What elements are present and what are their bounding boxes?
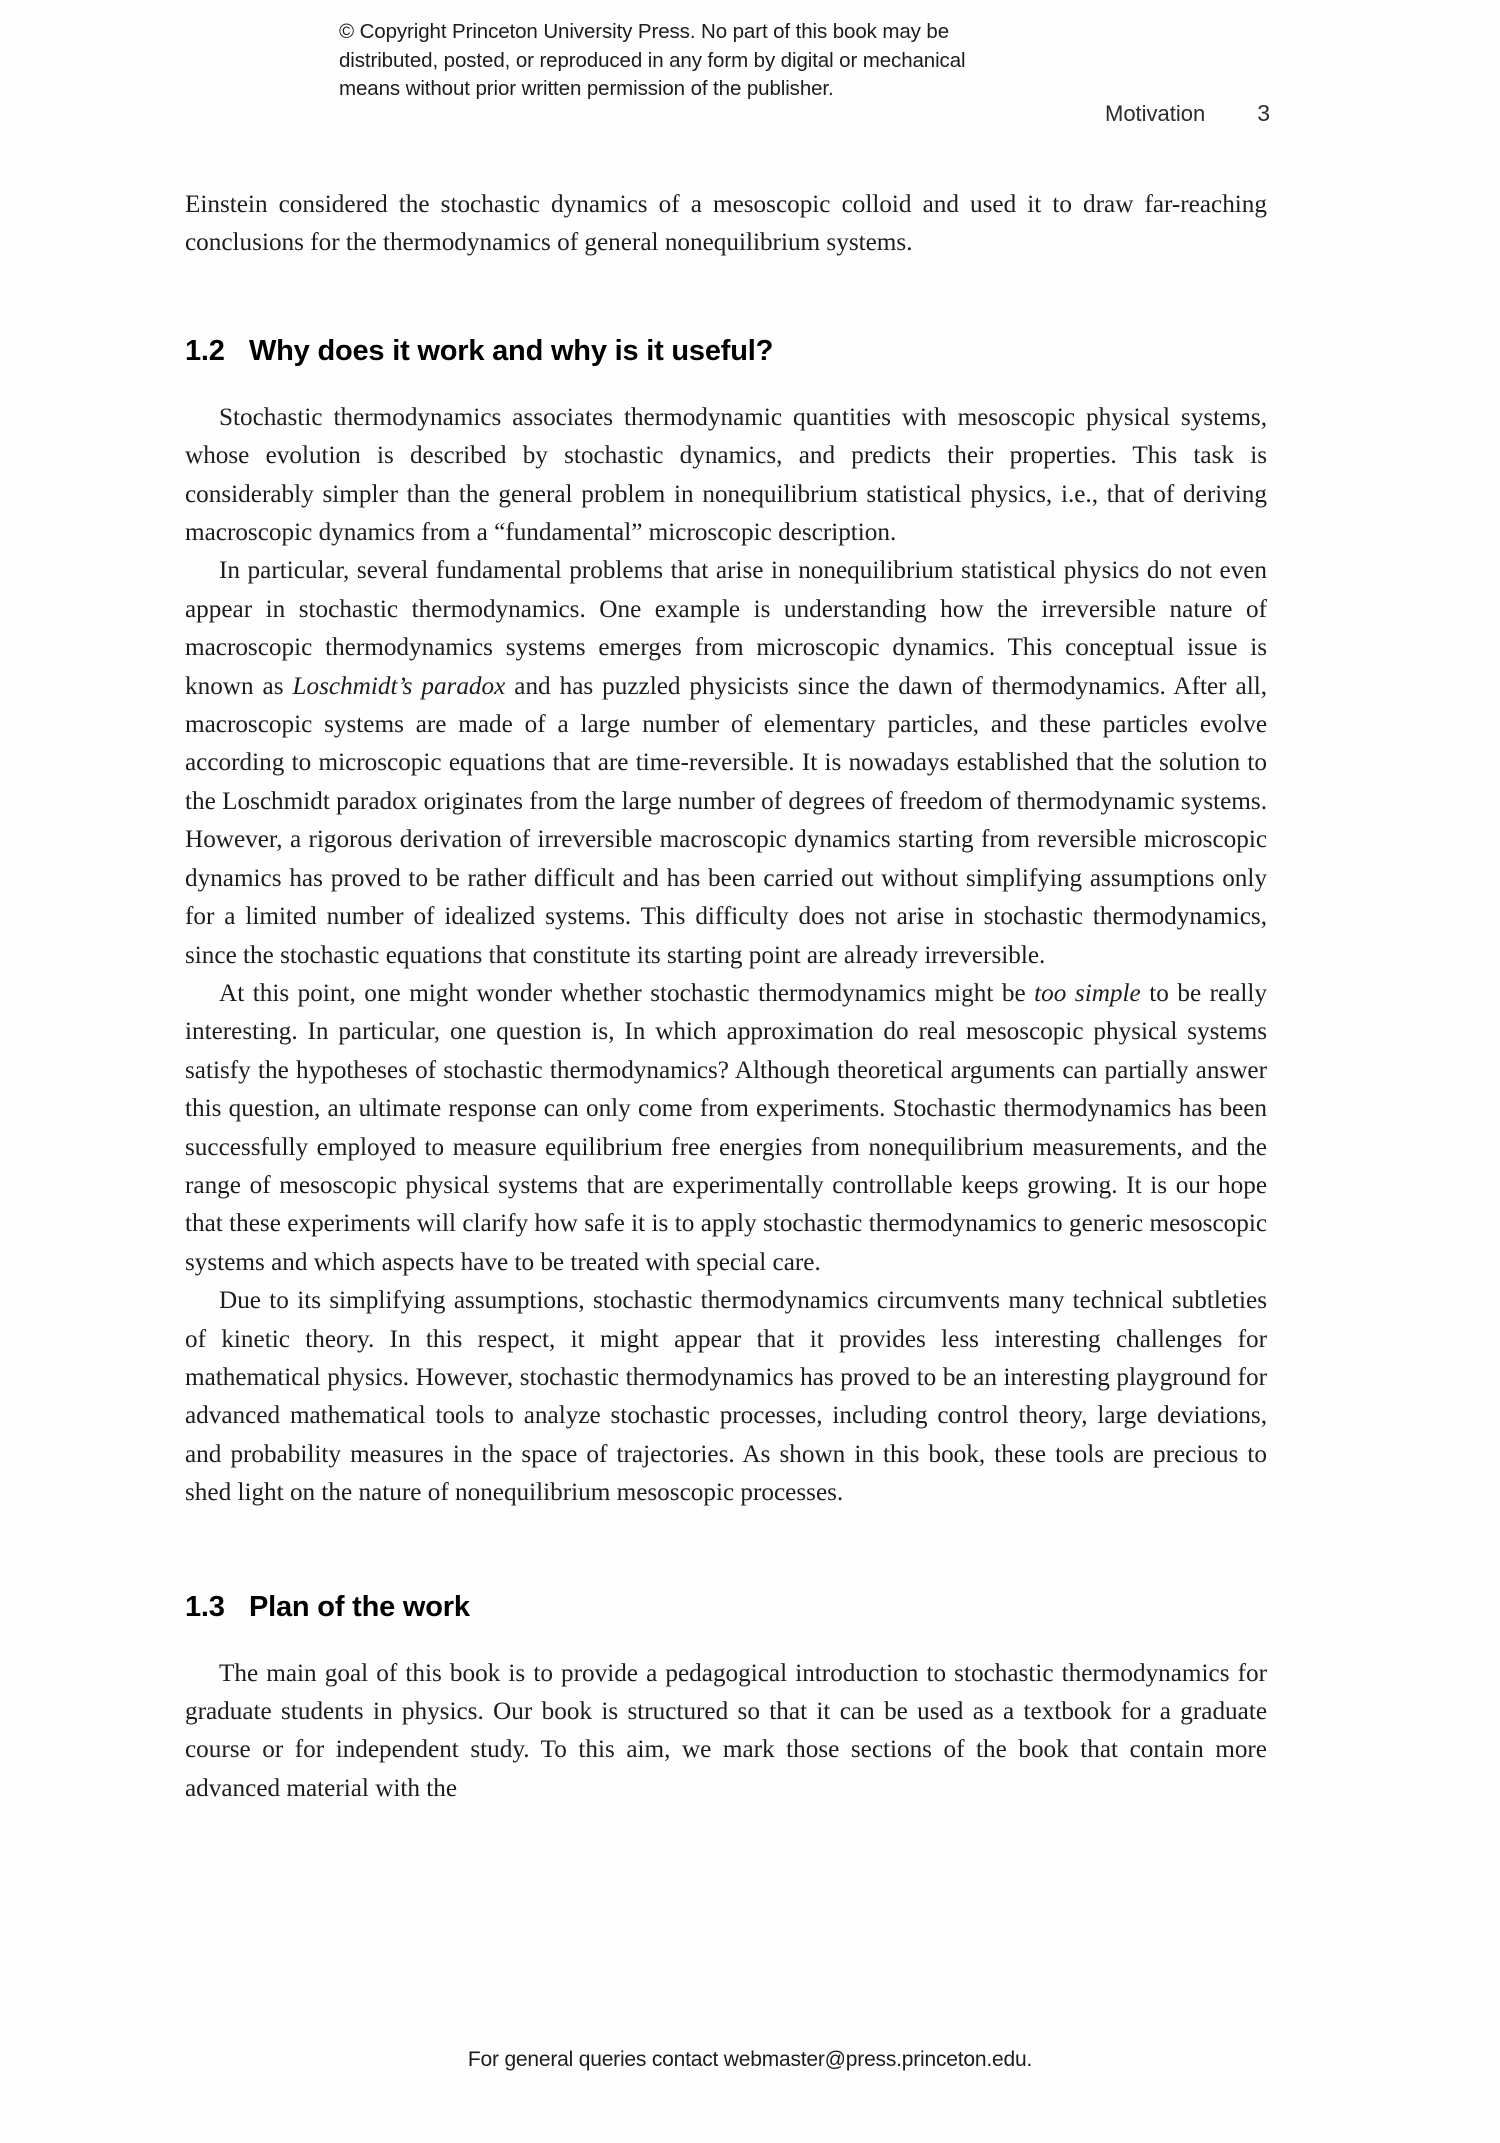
section-title-1-2: Why does it work and why is it useful? [249,334,774,367]
copyright-line-3: means without prior written permission of the publisher. [339,77,834,100]
emphasis-too-simple: too simple [1034,979,1141,1007]
spacer [185,1513,1267,1589]
paragraph-associates: Stochastic thermodynamics associates thermodynamic quantities with mesoscopic physical systems, whose evolution is described by stochastic dynamics, and predicts their properties. This task is considerably simpler than the general problem in nonequilibrium statistical physics, i.e., that of deriving macroscopic dynamics from a “fundamental” microscopic description. [185,403,1267,547]
paragraph-kinetic-theory: Due to its simplifying assumptions, stochastic thermodynamics circumvents many technical subtleties of kinetic theory. In this respect, it might appear that it provides less interesting challenges for mathematical physics. However, stochastic thermodynamics has proved to be an interesting playground for advanced mathematical tools to analyze stochastic processes, including control theory, large deviations, and probability measures in the space of trajectories. As shown in this book, these tools are precious to shed light on the nature of nonequilibrium mesoscopic processes. [185,1287,1267,1507]
section-heading-1-3 [185,1589,1267,1625]
paragraph-loschmidt-part-a: In particular, several fundamental problems that arise in nonequilibrium statistical physics do not even appear in stochastic thermodynamics. One example is understanding how the irreversible nature of macroscopic thermodynamics systems emerges from microscopic dynamics. This conceptual issue is known as [185,557,1267,700]
paragraph-loschmidt-part-b: and has puzzled physicists since the dawn of thermodynamics. After all, macroscopic systems are made of a large number of elementary particles, and these particles evolve according to microscopic equations that are time-reversible. It is nowadays established that the solution to the Loschmidt paradox originates from the large number of degrees of freedom of thermodynamic systems. However, a rigorous derivation of irreversible macroscopic dynamics starting from reversible microscopic dynamics has proved to be rather difficult and has been carried out without simplifying assumptions only for a limited number of idealized systems. This difficulty does not arise in stochastic thermodynamics, since the stochastic equations that constitute its starting point are already irreversible. [185,672,1268,969]
section-title-1-3: Plan of the work [249,1590,470,1623]
paragraph-too-simple-part-b: to be really interesting. In particular, one question is, In which approximation do real mesoscopic physical systems satisfy the hypotheses of stochastic thermodynamics? Although theoretical arguments can partially answer this question, an ultimate response can only come from experiments. Stochastic thermodynamics has been successfully employed to measure equilibrium free energies from nonequilibrium measurements, and the range of mesoscopic physical systems that are experimentally controllable keeps growing. It is our hope that these experiments will clarify how safe it is to apply stochastic thermodynamics to generic mesoscopic systems and which aspects have to be treated with special care. [185,979,1268,1276]
paragraph-loschmidt [185,552,1267,974]
footer-queries-note [0,2048,1500,2072]
paragraph-intro: Einstein considered the stochastic dynamics of a mesoscopic colloid and used it to draw far-reaching conclusions for the thermodynamics of general nonequilibrium systems. [185,191,1267,257]
spacer [185,369,1267,399]
paragraph-too-simple-part-a: At this point, one might wonder whether stochastic thermodynamics might be [219,979,1035,1007]
running-head [1105,100,1325,127]
spacer [185,1625,1267,1655]
page-number: 3 [1257,100,1271,126]
section-heading-1-2 [185,333,1267,369]
spacer [185,263,1267,333]
copyright-notice [339,18,1099,104]
text-column [185,186,1267,1808]
paragraph-too-simple [185,975,1267,1282]
running-head-title: Motivation [1105,101,1206,126]
section-number-1-2: 1.2 [185,334,225,367]
paragraph-plan-of-work: The main goal of this book is to provide a pedagogical introduction to stochastic thermodynamics for graduate students in physics. Our book is structured so that it can be used as a textbook for a graduate course or for independent study. To this aim, we mark those sections of the book that contain more advanced material with the [185,1659,1267,1802]
emphasis-loschmidts-paradox: Loschmidt’s paradox [292,672,506,700]
section-number-1-3: 1.3 [185,1590,225,1623]
footer-text: For general queries contact webmaster@press.princeton.edu. [467,2048,1033,2071]
copyright-line-2: distributed, posted, or reproduced in any form by digital or mechanical [339,48,966,72]
copyright-line-1: © Copyright Princeton University Press. No part of this book may be [339,20,949,43]
